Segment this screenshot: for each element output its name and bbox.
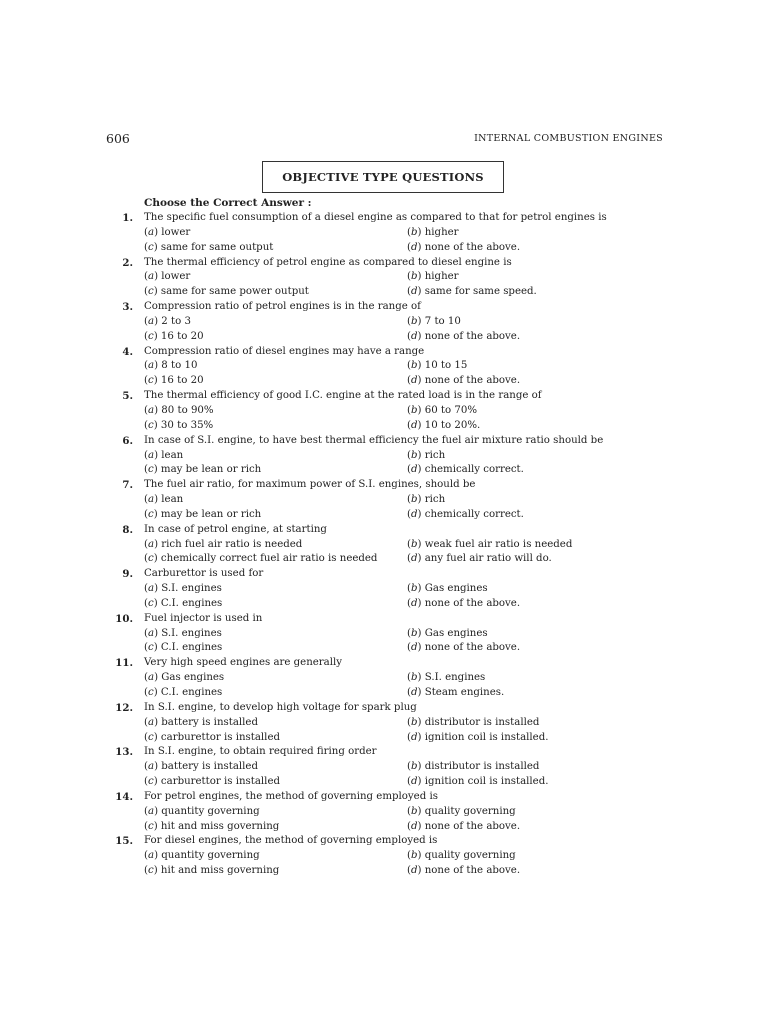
- question-number: 13.: [115, 746, 133, 759]
- page-number: 606: [106, 131, 130, 146]
- option-letter: a: [147, 226, 155, 238]
- option-letter: a: [147, 627, 155, 639]
- option-row: [110, 627, 670, 642]
- option-text: may be lean or rich: [160, 508, 262, 520]
- question-item: [110, 567, 670, 612]
- question-text: Compression ratio of diesel engines may have a range: [144, 345, 425, 357]
- option-text: 10 to 20%.: [424, 419, 481, 431]
- question-number: 7.: [122, 479, 133, 492]
- option-row: [110, 552, 670, 567]
- option-text: C.I. engines: [160, 642, 223, 654]
- option-letter: c: [147, 731, 154, 743]
- option-letter: c: [147, 241, 154, 253]
- option-letter: d: [410, 241, 418, 253]
- question-list: [110, 211, 670, 879]
- option-row: [110, 716, 670, 731]
- question-item: [110, 656, 670, 701]
- option-text: none of the above.: [424, 642, 521, 654]
- option-letter: a: [147, 271, 155, 283]
- question-text: The specific fuel consumption of a diesel engine as compared to that for petrol engines is: [144, 212, 607, 223]
- answer-option: (b) 60 to 70%: [407, 404, 478, 416]
- question-text: In S.I. engine, to develop high voltage for spark plug: [144, 701, 417, 713]
- option-text: lower: [161, 226, 191, 238]
- option-letter: d: [410, 776, 418, 788]
- option-text: S.I. engines: [424, 672, 486, 684]
- answer-option: (c) carburettor is installed: [144, 731, 280, 743]
- option-letter: a: [147, 449, 155, 461]
- answer-option: (d) none of the above.: [407, 241, 521, 253]
- option-letter: b: [410, 315, 418, 327]
- answer-option: (d) none of the above.: [407, 330, 521, 342]
- option-letter: a: [147, 315, 155, 327]
- answer-option: (a) lean: [144, 449, 184, 461]
- option-letter: d: [410, 687, 418, 698]
- option-letter: a: [147, 583, 155, 595]
- answer-option: (b) 10 to 15: [407, 360, 468, 372]
- question-number: 8.: [122, 523, 133, 536]
- option-letter: d: [410, 286, 418, 298]
- option-letter: b: [410, 449, 418, 461]
- answer-option: (c) same for same power output: [144, 286, 309, 298]
- option-letter: d: [410, 731, 418, 743]
- option-letter: d: [410, 508, 418, 520]
- answer-option: (a) battery is installed: [144, 761, 258, 773]
- option-letter: c: [147, 375, 154, 387]
- answer-option: (d) 10 to 20%.: [407, 419, 481, 431]
- option-letter: b: [410, 627, 418, 639]
- option-row: [110, 374, 670, 389]
- option-letter: c: [147, 553, 154, 565]
- option-letter: d: [410, 820, 418, 832]
- question-item: [110, 745, 670, 790]
- option-text: carburettor is installed: [160, 776, 280, 788]
- option-text: S.I. engines: [161, 583, 222, 595]
- option-row: [110, 864, 670, 879]
- option-text: 7 to 10: [424, 315, 461, 327]
- question-stem: [110, 345, 670, 360]
- option-text: 30 to 35%: [160, 419, 214, 431]
- option-text: Steam engines.: [424, 687, 505, 698]
- option-text: may be lean or rich: [160, 464, 262, 476]
- answer-option: (d) none of the above.: [407, 375, 521, 387]
- question-text: Compression ratio of petrol engines is in the range of: [144, 301, 421, 313]
- option-letter: a: [147, 761, 155, 773]
- option-text: same for same output: [160, 241, 274, 253]
- option-text: quantity governing: [161, 850, 260, 862]
- option-text: Gas engines: [424, 583, 488, 595]
- option-text: 8 to 10: [161, 360, 198, 372]
- question-text: In case of S.I. engine, to have best thermal efficiency the fuel air mixture ratio should be: [144, 434, 604, 446]
- answer-option: (c) may be lean or rich: [144, 464, 262, 476]
- answer-option: (c) carburettor is installed: [144, 776, 280, 788]
- option-row: [110, 226, 670, 241]
- option-text: battery is installed: [161, 716, 258, 728]
- option-row: [110, 315, 670, 330]
- question-text: The thermal efficiency of petrol engine as compared to diesel engine is: [144, 256, 512, 268]
- question-item: [110, 434, 670, 479]
- option-text: battery is installed: [161, 761, 258, 773]
- question-item: [110, 211, 670, 256]
- answer-option: (b) Gas engines: [407, 627, 488, 639]
- option-letter: a: [147, 672, 155, 684]
- answer-option: (d) ignition coil is installed.: [407, 776, 549, 788]
- option-letter: c: [147, 330, 154, 342]
- option-text: lean: [161, 449, 184, 461]
- option-letter: b: [410, 716, 418, 728]
- option-text: C.I. engines: [160, 687, 223, 698]
- option-row: [110, 731, 670, 746]
- option-text: Gas engines: [424, 627, 488, 639]
- answer-option: (b) S.I. engines: [407, 672, 486, 684]
- option-letter: a: [147, 404, 155, 416]
- question-text: The thermal efficiency of good I.C. engine at the rated load is in the range of: [144, 390, 542, 402]
- answer-option: (d) same for same speed.: [407, 286, 537, 298]
- option-letter: c: [147, 642, 154, 654]
- instruction: Choose the Correct Answer :: [144, 197, 312, 209]
- question-text: The fuel air ratio, for maximum power of S.I. engines, should be: [144, 479, 476, 491]
- option-text: 2 to 3: [161, 315, 191, 327]
- option-text: ignition coil is installed.: [424, 731, 549, 743]
- answer-option: (c) same for same output: [144, 241, 274, 253]
- option-letter: b: [410, 850, 418, 862]
- answer-option: (a) quantity governing: [144, 805, 260, 817]
- option-row: [110, 330, 670, 345]
- option-row: [110, 597, 670, 612]
- question-number: 12.: [115, 701, 133, 714]
- option-letter: d: [410, 865, 418, 877]
- question-stem: [110, 211, 670, 226]
- answer-option: (a) S.I. engines: [144, 583, 222, 595]
- option-text: none of the above.: [424, 865, 521, 877]
- answer-option: (a) 80 to 90%: [144, 404, 214, 416]
- option-letter: a: [147, 805, 155, 817]
- option-row: [110, 285, 670, 300]
- question-text: For petrol engines, the method of governing employed is: [144, 790, 438, 802]
- option-text: ignition coil is installed.: [424, 776, 549, 788]
- question-stem: [110, 256, 670, 271]
- question-stem: [110, 701, 670, 716]
- option-row: [110, 686, 670, 701]
- answer-option: (d) Steam engines.: [407, 687, 505, 698]
- option-letter: b: [410, 583, 418, 595]
- answer-option: (b) 7 to 10: [407, 315, 461, 327]
- answer-option: (a) rich fuel air ratio is needed: [144, 538, 303, 550]
- answer-option: (a) quantity governing: [144, 850, 260, 862]
- option-letter: c: [147, 687, 154, 698]
- option-letter: c: [147, 597, 154, 609]
- answer-option: (a) Gas engines: [144, 672, 225, 684]
- question-stem: [110, 434, 670, 449]
- option-text: quality governing: [424, 805, 516, 817]
- option-text: distributor is installed: [424, 716, 540, 728]
- question-stem: [110, 656, 670, 671]
- option-text: any fuel air ratio will do.: [424, 553, 552, 565]
- option-letter: d: [410, 419, 418, 431]
- option-text: carburettor is installed: [160, 731, 280, 743]
- option-row: [110, 449, 670, 464]
- option-text: 16 to 20: [160, 375, 204, 387]
- option-row: [110, 849, 670, 864]
- option-letter: a: [147, 538, 155, 550]
- option-letter: c: [147, 419, 154, 431]
- option-text: none of the above.: [424, 330, 521, 342]
- option-text: C.I. engines: [160, 597, 223, 609]
- question-item: [110, 523, 670, 568]
- option-row: [110, 404, 670, 419]
- option-letter: b: [410, 404, 418, 416]
- answer-option: (c) C.I. engines: [144, 597, 223, 609]
- option-text: same for same power output: [160, 286, 309, 298]
- option-text: 16 to 20: [160, 330, 204, 342]
- answer-option: (b) rich: [407, 449, 446, 461]
- option-text: none of the above.: [424, 820, 521, 832]
- section-title: OBJECTIVE TYPE QUESTIONS: [282, 170, 484, 184]
- option-letter: c: [147, 776, 154, 788]
- option-letter: d: [410, 330, 418, 342]
- option-text: 60 to 70%: [424, 404, 478, 416]
- option-text: none of the above.: [424, 597, 521, 609]
- answer-option: (d) none of the above.: [407, 597, 521, 609]
- option-text: distributor is installed: [424, 761, 540, 773]
- question-number: 11.: [115, 657, 133, 670]
- question-number: 6.: [122, 434, 133, 447]
- option-letter: b: [410, 538, 418, 550]
- answer-option: (d) any fuel air ratio will do.: [407, 553, 552, 565]
- option-letter: c: [147, 508, 154, 520]
- question-number: 3.: [122, 301, 133, 314]
- option-text: higher: [424, 271, 459, 283]
- question-stem: [110, 389, 670, 404]
- option-letter: b: [410, 761, 418, 773]
- question-number: 15.: [115, 835, 133, 848]
- option-text: same for same speed.: [424, 286, 537, 298]
- answer-option: (b) weak fuel air ratio is needed: [407, 538, 573, 550]
- answer-option: (c) 16 to 20: [144, 330, 204, 342]
- question-item: [110, 701, 670, 746]
- option-row: [110, 671, 670, 686]
- option-row: [110, 493, 670, 508]
- question-stem: [110, 745, 670, 760]
- option-row: [110, 508, 670, 523]
- question-stem: [110, 834, 670, 849]
- option-text: hit and miss governing: [160, 865, 280, 877]
- answer-option: (d) chemically correct.: [407, 508, 524, 520]
- answer-option: (d) ignition coil is installed.: [407, 731, 549, 743]
- running-head: INTERNAL COMBUSTION ENGINES: [474, 133, 663, 144]
- question-item: [110, 389, 670, 434]
- option-letter: c: [147, 464, 154, 476]
- option-text: none of the above.: [424, 375, 521, 387]
- option-text: chemically correct fuel air ratio is needed: [160, 553, 378, 565]
- option-row: [110, 805, 670, 820]
- question-item: [110, 612, 670, 657]
- option-text: chemically correct.: [424, 508, 524, 520]
- option-letter: a: [147, 360, 155, 372]
- answer-option: (a) lean: [144, 494, 184, 506]
- answer-option: (c) C.I. engines: [144, 687, 223, 698]
- option-text: quality governing: [424, 850, 516, 862]
- section-heading-box: [262, 161, 504, 193]
- option-letter: b: [410, 360, 418, 372]
- answer-option: (b) distributor is installed: [407, 716, 540, 728]
- question-number: 4.: [122, 345, 133, 358]
- option-letter: b: [410, 271, 418, 283]
- option-row: [110, 463, 670, 478]
- answer-option: (b) quality governing: [407, 805, 516, 817]
- option-row: [110, 760, 670, 775]
- question-item: [110, 345, 670, 390]
- question-number: 14.: [115, 790, 133, 803]
- question-item: [110, 300, 670, 345]
- option-text: quantity governing: [161, 805, 260, 817]
- answer-option: (b) Gas engines: [407, 583, 488, 595]
- question-text: Carburettor is used for: [144, 568, 264, 580]
- question-item: [110, 256, 670, 301]
- option-text: weak fuel air ratio is needed: [424, 538, 573, 550]
- option-letter: b: [410, 672, 418, 684]
- answer-option: (b) quality governing: [407, 850, 516, 862]
- option-letter: a: [147, 494, 155, 506]
- option-letter: c: [147, 820, 154, 832]
- option-text: 80 to 90%: [161, 404, 214, 416]
- answer-option: (c) 16 to 20: [144, 375, 204, 387]
- option-letter: b: [410, 805, 418, 817]
- question-item: [110, 790, 670, 835]
- answer-option: (a) lower: [144, 226, 191, 238]
- question-text: For diesel engines, the method of governing employed is: [144, 835, 438, 847]
- option-letter: b: [410, 494, 418, 506]
- answer-option: (b) distributor is installed: [407, 761, 540, 773]
- answer-option: (b) higher: [407, 226, 459, 238]
- question-number: 10.: [115, 612, 133, 625]
- answer-option: (a) S.I. engines: [144, 627, 222, 639]
- option-row: [110, 775, 670, 790]
- question-stem: [110, 567, 670, 582]
- answer-option: (a) 8 to 10: [144, 360, 198, 372]
- answer-option: (a) 2 to 3: [144, 315, 191, 327]
- option-letter: d: [410, 597, 418, 609]
- option-text: rich fuel air ratio is needed: [161, 538, 303, 550]
- option-row: [110, 641, 670, 656]
- option-text: none of the above.: [424, 241, 521, 253]
- question-number: 2.: [122, 256, 133, 269]
- answer-option: (b) rich: [407, 494, 446, 506]
- answer-option: (c) hit and miss governing: [144, 865, 280, 877]
- answer-option: (d) chemically correct.: [407, 464, 524, 476]
- answer-option: (d) none of the above.: [407, 865, 521, 877]
- option-letter: d: [410, 642, 418, 654]
- option-row: [110, 241, 670, 256]
- option-letter: b: [410, 226, 418, 238]
- option-text: hit and miss governing: [160, 820, 280, 832]
- question-number: 9.: [122, 568, 133, 581]
- question-stem: [110, 478, 670, 493]
- option-text: chemically correct.: [424, 464, 524, 476]
- option-text: S.I. engines: [161, 627, 222, 639]
- question-item: [110, 478, 670, 523]
- question-stem: [110, 300, 670, 315]
- option-row: [110, 419, 670, 434]
- answer-option: (c) chemically correct fuel air ratio is needed: [144, 553, 378, 565]
- option-text: rich: [424, 449, 446, 461]
- option-letter: c: [147, 865, 154, 877]
- option-text: lean: [161, 494, 184, 506]
- option-text: 10 to 15: [424, 360, 468, 372]
- answer-option: (c) 30 to 35%: [144, 419, 214, 431]
- question-stem: [110, 612, 670, 627]
- answer-option: (b) higher: [407, 271, 459, 283]
- question-text: Very high speed engines are generally: [144, 657, 343, 669]
- question-text: Fuel injector is used in: [144, 612, 263, 624]
- option-letter: a: [147, 850, 155, 862]
- answer-option: (a) battery is installed: [144, 716, 258, 728]
- option-row: [110, 820, 670, 835]
- option-row: [110, 538, 670, 553]
- option-letter: d: [410, 464, 418, 476]
- option-letter: d: [410, 553, 418, 565]
- option-text: lower: [161, 271, 191, 283]
- answer-option: (c) may be lean or rich: [144, 508, 262, 520]
- question-number: 1.: [122, 212, 133, 224]
- question-number: 5.: [122, 390, 133, 403]
- option-letter: a: [147, 716, 155, 728]
- question-stem: [110, 523, 670, 538]
- option-row: [110, 270, 670, 285]
- answer-option: (c) hit and miss governing: [144, 820, 280, 832]
- option-text: higher: [424, 226, 459, 238]
- answer-option: (d) none of the above.: [407, 642, 521, 654]
- question-stem: [110, 790, 670, 805]
- question-text: In case of petrol engine, at starting: [144, 523, 327, 535]
- option-text: Gas engines: [161, 672, 225, 684]
- question-item: [110, 834, 670, 879]
- option-row: [110, 359, 670, 374]
- option-letter: c: [147, 286, 154, 298]
- answer-option: (d) none of the above.: [407, 820, 521, 832]
- answer-option: (c) C.I. engines: [144, 642, 223, 654]
- option-text: rich: [424, 494, 446, 506]
- answer-option: (a) lower: [144, 271, 191, 283]
- option-row: [110, 582, 670, 597]
- option-letter: d: [410, 375, 418, 387]
- question-text: In S.I. engine, to obtain required firing order: [144, 746, 377, 758]
